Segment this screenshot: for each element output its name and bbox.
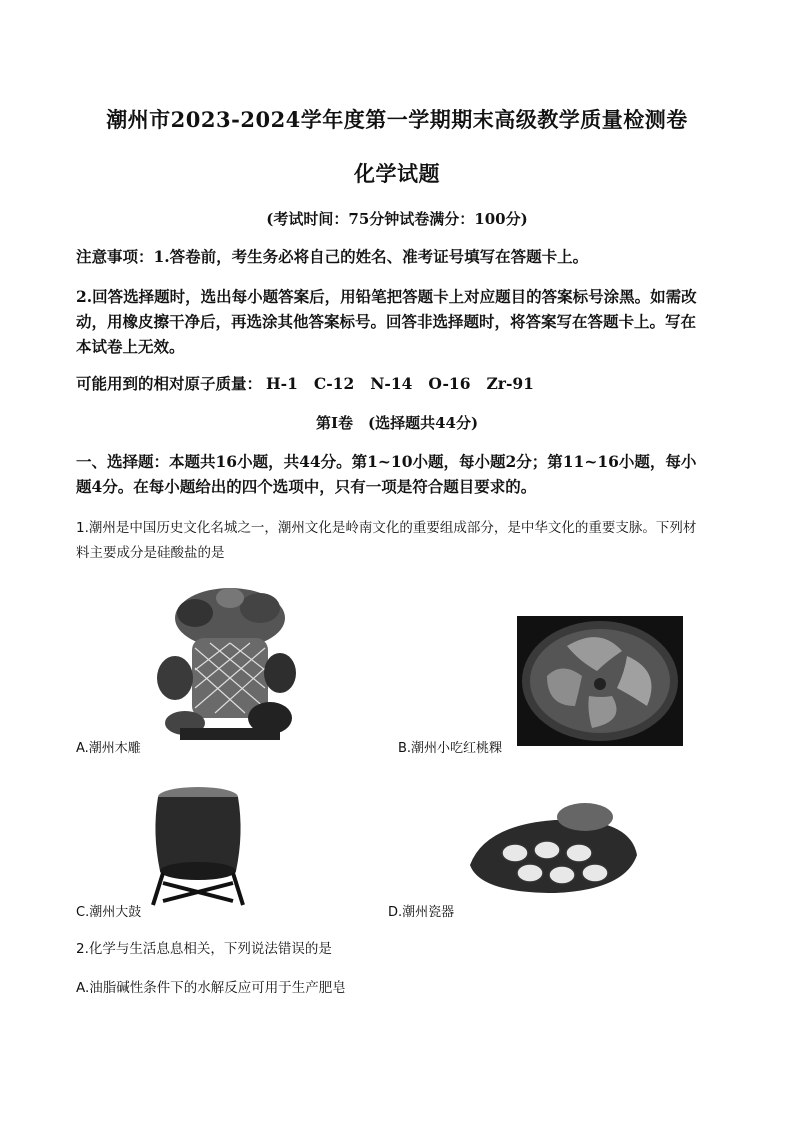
exam-info: (考试时间：75分钟试卷满分：100分) xyxy=(266,210,528,228)
atomic-mass-h: H-1 xyxy=(266,374,298,393)
subject-title: 化学试题 xyxy=(354,161,440,186)
q1-option-d: D.潮州瓷器 xyxy=(388,905,455,920)
atomic-mass-c: C-12 xyxy=(313,374,355,393)
drum-image xyxy=(148,783,248,908)
atomic-mass-line xyxy=(76,374,550,394)
section-title: 第Ⅰ卷 (选择题共44分) xyxy=(315,414,479,432)
q1-option-c: C.潮州大鼓 xyxy=(76,905,142,920)
atomic-mass-o: O-16 xyxy=(428,374,471,393)
q2-stem: 2.化学与生活息息相关，下列说法错误的是 xyxy=(76,941,332,957)
atomic-mass-label: 可能用到的相对原子质量： xyxy=(76,374,263,393)
wood-carving-image xyxy=(150,578,310,743)
section-instruction-a: 一、选择题：本题共16小题，共44分。第1~10小题，每小题2分；第11~16小题，每小 xyxy=(76,452,697,471)
q1-stem-b: 料主要成分是硅酸盐的是 xyxy=(76,545,225,561)
notes-line-1: 注意事项：1.答卷前，考生务必将自己的姓名、准考证号填写在答题卡上。 xyxy=(76,247,589,266)
notes-line-2c: 本试卷上无效。 xyxy=(76,337,185,356)
atomic-mass-zr: Zr-91 xyxy=(486,374,534,393)
q1-stem-a: 1.潮州是中国历史文化名城之一，潮州文化是岭南文化的重要组成部分，是中华文化的重要支脉。下列材 xyxy=(76,520,697,536)
q1-option-a: A.潮州木雕 xyxy=(76,741,141,756)
notes-line-2b: 动，用橡皮擦干净后，再选涂其他答案标号。回答非选择题时，将答案写在答题卡上。写在 xyxy=(76,312,697,331)
notes-line-2a: 2.回答选择题时，选出每小题答案后，用铅笔把答题卡上对应题目的答案标号涂黑。如需改 xyxy=(76,287,697,306)
peach-cake-image xyxy=(517,616,683,746)
porcelain-image xyxy=(465,795,640,897)
q2-option-a: A.油脂碱性条件下的水解反应可用于生产肥皂 xyxy=(76,980,346,996)
atomic-mass-n: N-14 xyxy=(370,374,413,393)
q1-option-b: B.潮州小吃红桃粿 xyxy=(398,741,503,756)
exam-title: 潮州市2023-2024学年度第一学期期末高级教学质量检测卷 xyxy=(106,107,688,132)
section-instruction-b: 题4分。在每小题给出的四个选项中，只有一项是符合题目要求的。 xyxy=(76,477,537,496)
